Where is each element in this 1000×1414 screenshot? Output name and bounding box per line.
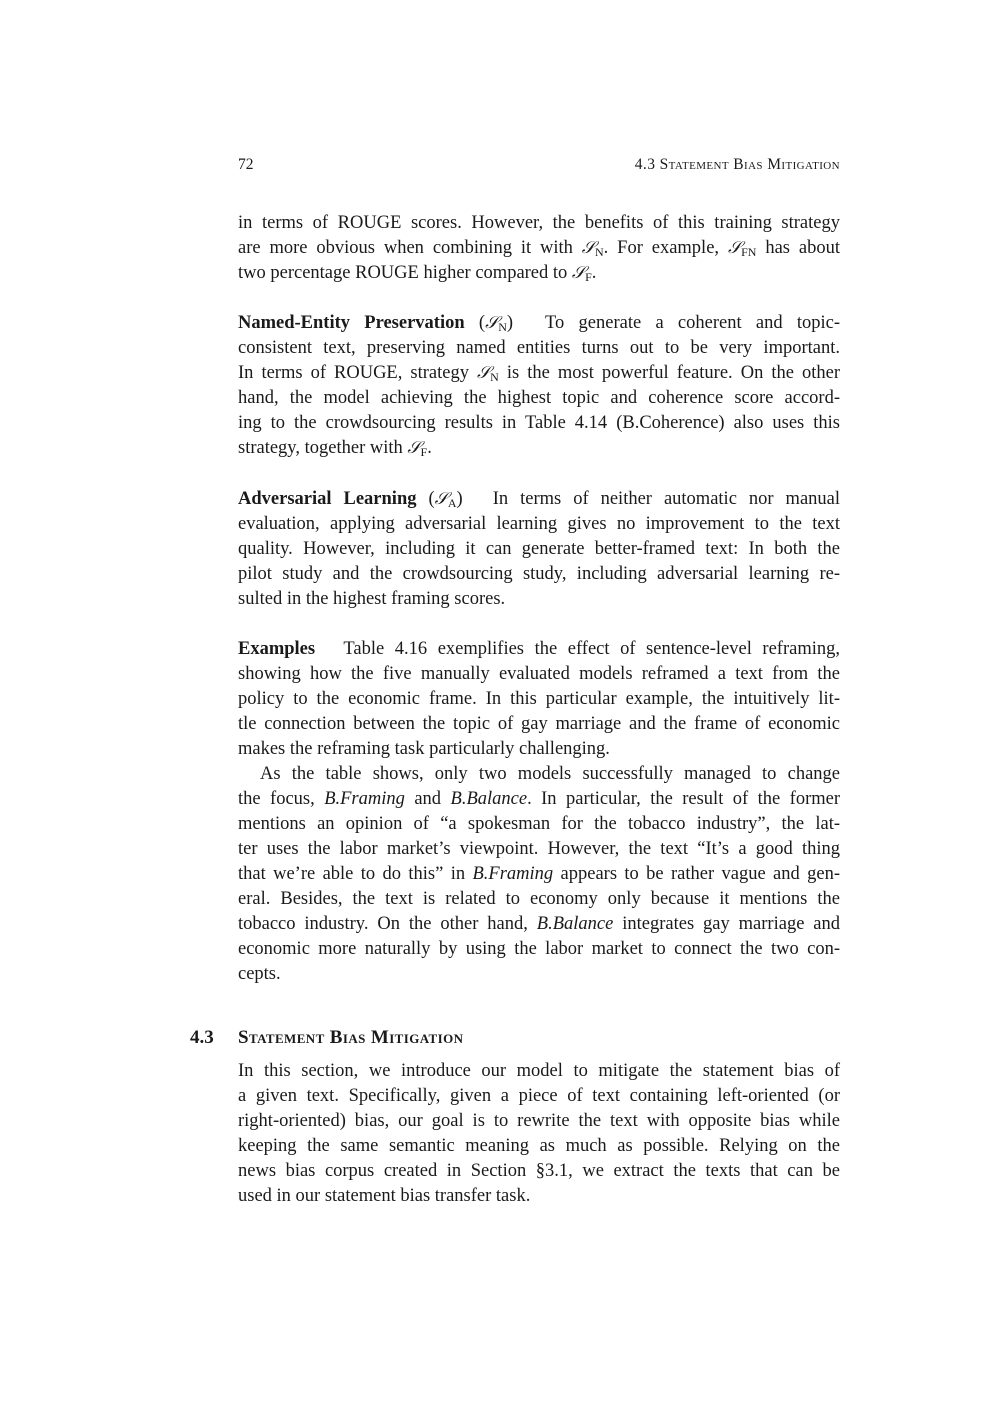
model-name: B.Framing xyxy=(324,789,405,809)
text-line: tle connection between the topic of gay marriage and the frame of economic xyxy=(238,714,840,734)
text-line: eral. Besides, the text is related to economy only because it mentions the xyxy=(238,889,840,909)
text-line: used in our statement bias transfer task. xyxy=(238,1186,531,1206)
strategy-symbol: 𝒮 xyxy=(727,238,742,258)
page-number: 72 xyxy=(238,156,254,173)
adversarial-paragraph xyxy=(238,487,840,612)
text-line: Adversarial Learning (𝒮$_A$) In terms of neither automatic nor manual xyxy=(238,489,841,510)
text-line: the focus, B.Framing and B.Balance. In particular, the result of the former xyxy=(238,789,841,809)
text-line: makes the reframing task particularly challenging. xyxy=(238,739,610,759)
text-line: cepts. xyxy=(238,964,281,984)
strategy-symbol: 𝒮 xyxy=(581,238,595,258)
text-line: a given text. Specifically, given a piece of text containing left-oriented (or xyxy=(238,1086,840,1106)
text-line: ing to the crowdsourcing results in Table 4.14 (B.Coherence) also uses this xyxy=(238,413,840,433)
text-line: Examples Table 4.16 exemplifies the effect of sentence-level reframing, xyxy=(238,639,840,659)
paragraph-heading: Adversarial Learning xyxy=(238,489,417,509)
running-head xyxy=(238,156,840,180)
text-line: consistent text, preserving named entities turns out to be very important. xyxy=(238,338,840,358)
text-line: ter uses the labor market’s viewpoint. However, the text “It’s a good thing xyxy=(238,839,840,859)
section-paragraph xyxy=(238,1059,840,1209)
intro-paragraph xyxy=(238,211,840,286)
text-line: keeping the same semantic meaning as much as possible. Relying on the xyxy=(238,1136,840,1156)
text-line: two percentage ROUGE higher compared to 𝒮$_F$. xyxy=(238,263,597,284)
running-head-title: 4.3 Statement Bias Mitigation xyxy=(634,156,840,173)
text-line: that we’re able to do this” in B.Framing appears to be rather vague and gen- xyxy=(238,864,841,884)
text-line: tobacco industry. On the other hand, B.Balance integrates gay marriage and xyxy=(238,914,841,934)
text-line: As the table shows, only two models successfully managed to change xyxy=(260,764,840,784)
text-line: strategy, together with 𝒮$_F$. xyxy=(238,438,432,459)
text-line: right-oriented) bias, our goal is to rewrite the text with opposite bias while xyxy=(238,1111,840,1131)
paragraph-heading: Named-Entity Preservation xyxy=(238,313,465,333)
section-title: Statement Bias Mitigation xyxy=(238,1027,464,1048)
text-line: in terms of ROUGE scores. However, the benefits of this training strategy xyxy=(238,213,840,233)
model-name: B.Framing xyxy=(472,864,554,884)
text-line: are more obvious when combining it with 𝒮$_N$. For example, 𝒮$_{FN}$ has about xyxy=(238,238,840,259)
text-line: mentions an opinion of “a spokesman for the tobacco industry”, the lat- xyxy=(238,814,840,834)
named-entity-paragraph xyxy=(238,311,840,461)
text-line: Named-Entity Preservation (𝒮$_N$) To generate a coherent and topic- xyxy=(238,313,841,334)
text-line: In terms of ROUGE, strategy 𝒮$_N$ is the most powerful feature. On the other xyxy=(238,363,840,384)
text-line: quality. However, including it can generate better-framed text: In both the xyxy=(238,539,840,559)
model-name: B.Balance xyxy=(450,789,528,809)
section-number: 4.3 xyxy=(190,1027,214,1048)
strategy-symbol: 𝒮 xyxy=(571,263,586,283)
text-line: evaluation, applying adversarial learning gives no improvement to the text xyxy=(238,514,840,534)
text-line: pilot study and the crowdsourcing study, including adversarial learning re- xyxy=(238,564,840,584)
text-line: policy to the economic frame. In this particular example, the intuitively lit- xyxy=(238,689,840,709)
text-line: showing how the five manually evaluated models reframed a text from the xyxy=(238,664,840,684)
text-line: news bias corpus created in Section §3.1, we extract the texts that can be xyxy=(238,1161,840,1181)
text-line: economic more naturally by using the labor market to connect the two con- xyxy=(238,939,840,959)
model-name: B.Balance xyxy=(536,914,614,934)
text-line: hand, the model achieving the highest topic and coherence score accord- xyxy=(238,388,840,408)
text-line: In this section, we introduce our model to mitigate the statement bias of xyxy=(238,1061,840,1081)
text-line: sulted in the highest framing scores. xyxy=(238,589,506,609)
examples-paragraph xyxy=(238,637,840,987)
paragraph-heading: Examples xyxy=(238,639,316,659)
